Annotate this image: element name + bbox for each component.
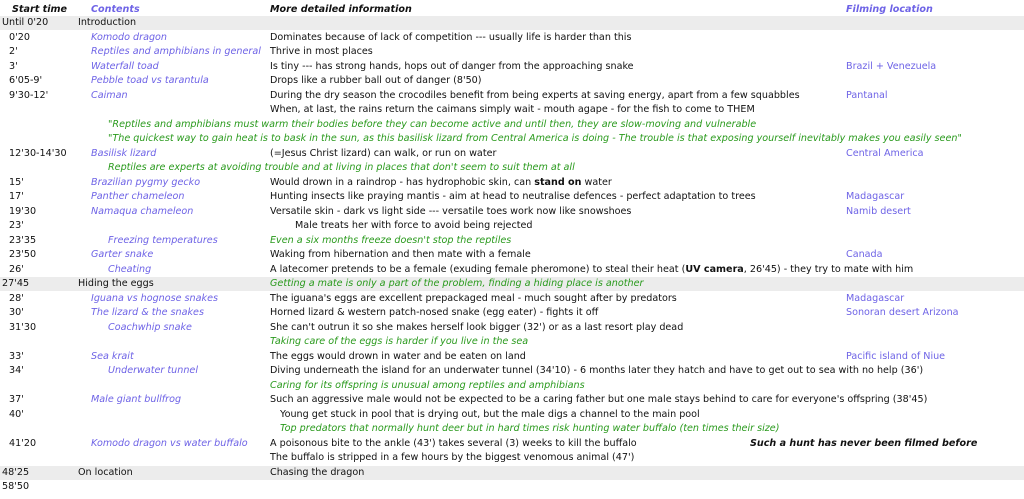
row-detail: (=Jesus Christ lizard) can walk, or run on water bbox=[270, 148, 497, 159]
row-time: 23' bbox=[9, 220, 24, 231]
header-location: Filming location bbox=[846, 4, 933, 15]
header-start-time: Start time bbox=[12, 4, 68, 15]
row-location: Canada bbox=[846, 249, 883, 260]
row-time: 37' bbox=[9, 394, 24, 405]
note-row bbox=[0, 132, 1024, 146]
row-detail: Such an aggressive male would not be expected to be a caring father but one male stays behind to care for everyone's offspring (38'45) bbox=[270, 394, 928, 405]
row-detail: Versatile skin - dark vs light side --- versatile toes work now like snowshoes bbox=[270, 206, 632, 217]
table-row bbox=[0, 176, 1024, 190]
table-row bbox=[0, 306, 1024, 320]
row-detail: Young get stuck in pool that is drying out, but the male digs a channel to the main pool bbox=[280, 409, 700, 420]
row-detail: When, at last, the rains return the caimans simply wait - mouth agape - for the fish to come to THEM bbox=[270, 104, 755, 115]
row-content: Male giant bullfrog bbox=[91, 394, 182, 405]
row-detail: Is tiny --- has strong hands, hops out of danger from the approaching snake bbox=[270, 61, 634, 72]
table-row bbox=[0, 379, 1024, 393]
row-detail: She can't outrun it so she makes herself look bigger (32') or as a last resort play dead bbox=[270, 322, 684, 333]
row-time: 15' bbox=[9, 177, 24, 188]
row-detail: Dominates because of lack of competition --- usually life is harder than this bbox=[270, 32, 632, 43]
row-location: Sonoran desert Arizona bbox=[846, 307, 959, 318]
row-content: Reptiles and amphibians in general bbox=[91, 46, 261, 57]
row-content: Basilisk lizard bbox=[91, 148, 157, 159]
row-time: 3' bbox=[9, 61, 18, 72]
row-location: Madagascar bbox=[846, 293, 905, 304]
table-row bbox=[0, 234, 1024, 248]
row-time: 40' bbox=[9, 409, 24, 420]
row-content: Underwater tunnel bbox=[108, 365, 198, 376]
detail-part: , 26'45) - they try to mate with him bbox=[743, 264, 914, 275]
row-time: 34' bbox=[9, 365, 24, 376]
row-content: Hiding the eggs bbox=[78, 278, 154, 289]
row-detail: Hunting insects like praying mantis - aim at head to neutralise defences - perfect adaptation to trees bbox=[270, 191, 756, 202]
row-note: Taking care of the eggs is harder if you live in the sea bbox=[270, 336, 529, 347]
row-time: 23'35 bbox=[9, 235, 37, 246]
row-time: 48'25 bbox=[2, 467, 30, 478]
row-detail: The iguana's eggs are excellent prepackaged meal - much sought after by predators bbox=[270, 293, 677, 304]
row-note: Even a six months freeze doesn't stop the reptiles bbox=[270, 235, 512, 246]
row-location: Brazil + Venezuela bbox=[846, 61, 937, 72]
table-row bbox=[0, 74, 1024, 88]
row-time: Until 0'20 bbox=[2, 17, 49, 28]
row-detail: Drops like a rubber ball out of danger (8'50) bbox=[270, 75, 482, 86]
table-row bbox=[0, 248, 1024, 262]
table-row bbox=[0, 422, 1024, 436]
row-detail: A poisonous bite to the ankle (43') takes several (3) weeks to kill the buffalo bbox=[270, 438, 637, 449]
table-row bbox=[0, 350, 1024, 364]
table-row bbox=[0, 277, 1024, 291]
table-row bbox=[0, 147, 1024, 161]
table-row bbox=[0, 89, 1024, 103]
row-content: Garter snake bbox=[91, 249, 154, 260]
row-location: Pacific island of Niue bbox=[846, 351, 946, 362]
row-note: Top predators that normally hunt deer but in hard times risk hunting water buffalo (ten times their size) bbox=[280, 423, 780, 434]
row-note: Getting a mate is only a part of the problem, finding a hiding place is another bbox=[270, 278, 644, 289]
row-content: The lizard & the snakes bbox=[91, 307, 204, 318]
header-details: More detailed information bbox=[270, 4, 412, 15]
detail-part: water bbox=[581, 177, 612, 188]
row-time: 9'30-12' bbox=[9, 90, 49, 101]
row-detail: The eggs would drown in water and be eaten on land bbox=[270, 351, 526, 362]
table-row bbox=[0, 263, 1024, 277]
row-detail: Thrive in most places bbox=[270, 46, 373, 57]
row-content: Freezing temperatures bbox=[108, 235, 218, 246]
row-content: Namaqua chameleon bbox=[91, 206, 194, 217]
row-remark: Such a hunt has never been filmed before bbox=[750, 438, 978, 449]
row-time: 26' bbox=[9, 264, 24, 275]
note-text: "The quickest way to gain heat is to bask in the sun, as this basilisk lizard from Central America is doing - The trouble is that exposing yourself inevitably makes you easily seen" bbox=[108, 133, 962, 144]
detail-emphasis: UV camera bbox=[685, 264, 744, 275]
table-row bbox=[0, 16, 1024, 30]
table-row bbox=[0, 321, 1024, 335]
row-content: Waterfall toad bbox=[91, 61, 159, 72]
row-detail bbox=[270, 263, 913, 277]
header-contents: Contents bbox=[91, 4, 140, 15]
row-detail: During the dry season the crocodiles benefit from being experts at saving energy, apart from a few squabbles bbox=[270, 90, 800, 101]
table-row bbox=[0, 393, 1024, 407]
row-content: Brazilian pygmy gecko bbox=[91, 177, 201, 188]
row-content: Komodo dragon bbox=[91, 32, 167, 43]
row-time: 30' bbox=[9, 307, 24, 318]
table-row bbox=[0, 31, 1024, 45]
table-row bbox=[0, 219, 1024, 233]
row-time: 12'30-14'30 bbox=[9, 148, 67, 159]
row-content: On location bbox=[78, 467, 133, 478]
table-row bbox=[0, 335, 1024, 349]
row-time: 0'20 bbox=[9, 32, 30, 43]
detail-part: A latecomer pretends to be a female (exuding female pheromone) to steal their heat ( bbox=[270, 264, 686, 275]
note-row bbox=[0, 118, 1024, 132]
row-location: Central America bbox=[846, 148, 924, 159]
row-detail: Horned lizard & western patch-nosed snake (egg eater) - fights it off bbox=[270, 307, 599, 318]
row-time: 58'50 bbox=[2, 481, 30, 492]
row-time: 23'50 bbox=[9, 249, 37, 260]
row-note: Caring for its offspring is unusual among reptiles and amphibians bbox=[270, 380, 585, 391]
table-row bbox=[0, 45, 1024, 59]
note-text: "Reptiles and amphibians must warm their bodies before they can become active and until then, they are slow-moving and vulnerable bbox=[108, 119, 757, 130]
row-time: 17' bbox=[9, 191, 24, 202]
row-content: Cheating bbox=[108, 264, 152, 275]
row-content: Sea krait bbox=[91, 351, 134, 362]
table-row bbox=[0, 408, 1024, 422]
table-row bbox=[0, 205, 1024, 219]
row-time: 41'20 bbox=[9, 438, 37, 449]
row-time: 28' bbox=[9, 293, 24, 304]
row-detail bbox=[270, 176, 612, 190]
table-row bbox=[0, 103, 1024, 117]
row-detail: The buffalo is stripped in a few hours by the biggest venomous animal (47') bbox=[270, 452, 635, 463]
table-row bbox=[0, 190, 1024, 204]
detail-part: Would drown in a raindrop - has hydrophobic skin, can bbox=[270, 177, 535, 188]
row-content: Komodo dragon vs water buffalo bbox=[91, 438, 248, 449]
table-row bbox=[0, 437, 1024, 451]
table-row bbox=[0, 480, 1024, 494]
table-row bbox=[0, 364, 1024, 378]
row-content: Panther chameleon bbox=[91, 191, 185, 202]
row-time: 6'05-9' bbox=[9, 75, 43, 86]
row-time: 19'30 bbox=[9, 206, 37, 217]
row-detail: Male treats her with force to avoid being rejected bbox=[295, 220, 533, 231]
detail-emphasis: stand on bbox=[534, 177, 582, 188]
row-content: Pebble toad vs tarantula bbox=[91, 75, 209, 86]
note-row bbox=[0, 161, 1024, 175]
table-row bbox=[0, 466, 1024, 480]
table-row bbox=[0, 451, 1024, 465]
row-detail: Waking from hibernation and then mate with a female bbox=[270, 249, 531, 260]
row-content: Introduction bbox=[78, 17, 137, 28]
row-content: Coachwhip snake bbox=[108, 322, 192, 333]
row-detail: Diving underneath the island for an underwater tunnel (34'10) - 6 months later they hatch and have to get out to sea with no help (36') bbox=[270, 365, 924, 376]
row-detail: Chasing the dragon bbox=[270, 467, 365, 478]
row-location: Pantanal bbox=[846, 90, 888, 101]
row-time: 2' bbox=[9, 46, 18, 57]
table-row bbox=[0, 292, 1024, 306]
row-content: Iguana vs hognose snakes bbox=[91, 293, 218, 304]
table-row bbox=[0, 60, 1024, 74]
note-text: Reptiles are experts at avoiding trouble and at living in places that don't seem to suit them at all bbox=[108, 162, 575, 173]
row-location: Madagascar bbox=[846, 191, 905, 202]
row-time: 33' bbox=[9, 351, 24, 362]
row-time: 27'45 bbox=[2, 278, 30, 289]
row-time: 31'30 bbox=[9, 322, 37, 333]
row-location: Namib desert bbox=[846, 206, 911, 217]
row-content: Caiman bbox=[91, 90, 128, 101]
